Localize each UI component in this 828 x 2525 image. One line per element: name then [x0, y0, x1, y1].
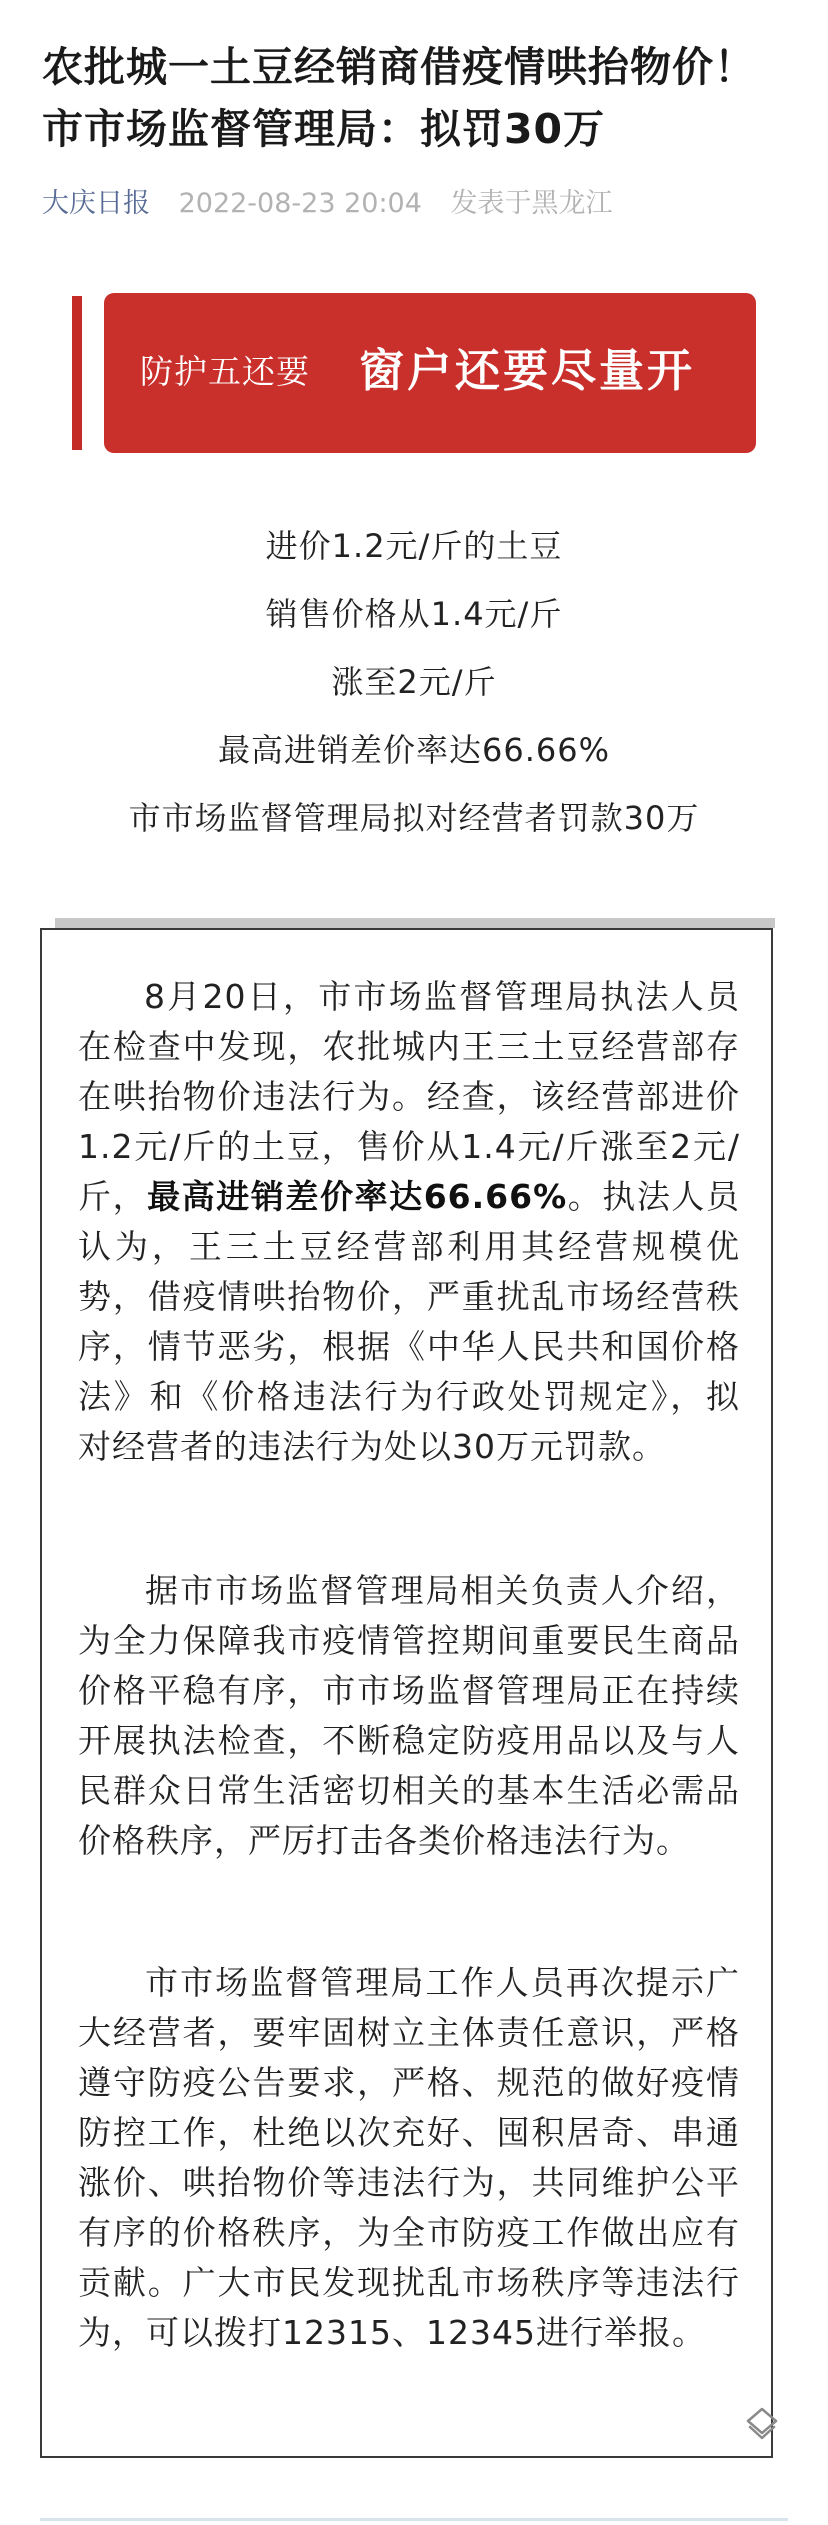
summary-line: 进价1.2元/斤的土豆: [265, 527, 563, 565]
paragraph-text: 8月20日，市市场监督管理局执法人员在检查中发现，农批城内王三土豆经营部存在哄抬物价违法行为。经查，该经营部进价1.2元/斤的土豆，售价从1.4元/斤涨至2元/斤，: [78, 977, 740, 1216]
banner-main-text: 窗户还要尽量开: [359, 344, 696, 397]
bold-highlight: 最高进销差价率达66.66%: [147, 1177, 568, 1216]
publish-location: 发表于黑龙江: [450, 188, 613, 219]
text-box-top-shadow: [55, 918, 775, 928]
body-paragraph-3: [78, 1958, 740, 2358]
paragraph-text: 。执法人员认为，王三土豆经营部利用其经营规模优势，借疫情哄抬物价，严重扰乱市场经营秩序，情节恶劣，根据《中华人民共和国价格法》和《价格违法行为行政处罚规定》，拟对经营者的违法行为处以30万元罚款。: [78, 1177, 741, 1466]
article-text-box: [40, 928, 773, 2458]
summary-line: 涨至2元/斤: [331, 663, 497, 701]
source-account-link[interactable]: 大庆日报: [42, 188, 150, 219]
paragraph-text: 据市市场监督管理局相关负责人介绍，为全力保障我市疫情管控期间重要民生商品价格平稳有序，市市场监督管理局正在持续开展执法检查，不断稳定防疫用品以及与人民群众日常生活密切相关的基本生活必需品价格秩序，严厉打击各类价格违法行为。: [78, 1571, 740, 1860]
publish-time: 2022-08-23 20:04: [178, 188, 422, 219]
diamond-stack-icon[interactable]: [742, 2405, 782, 2445]
summary-block: [0, 512, 828, 852]
article-title: 农批城一土豆经销商借疫情哄抬物价！市市场监督管理局：拟罚30万: [42, 43, 756, 153]
summary-line: 最高进销差价率达66.66%: [217, 731, 611, 769]
body-paragraph-2: [78, 1566, 740, 1866]
banner-accent-bar: [72, 296, 82, 450]
body-paragraph-1: [78, 972, 740, 1472]
summary-line: 市市场监督管理局拟对经营者罚款30万: [128, 799, 700, 837]
paragraph-text: 市市场监督管理局工作人员再次提示广大经营者，要牢固树立主体责任意识，严格遵守防疫公告要求，严格、规范的做好疫情防控工作，杜绝以次充好、囤积居奇、串通涨价、哄抬物价等违法行为，共同维护公平有序的价格秩序，为全市防疫工作做出应有贡献。广大市民发现扰乱市场秩序等违法行为，可以拨打12315、12345进行举报。: [78, 1963, 740, 2352]
bottom-divider: [40, 2518, 788, 2521]
article-meta: [42, 186, 613, 222]
banner-lead-text: 防护五还要: [140, 352, 310, 391]
summary-line: 销售价格从1.4元/斤: [265, 595, 563, 633]
protection-banner: [104, 293, 756, 453]
